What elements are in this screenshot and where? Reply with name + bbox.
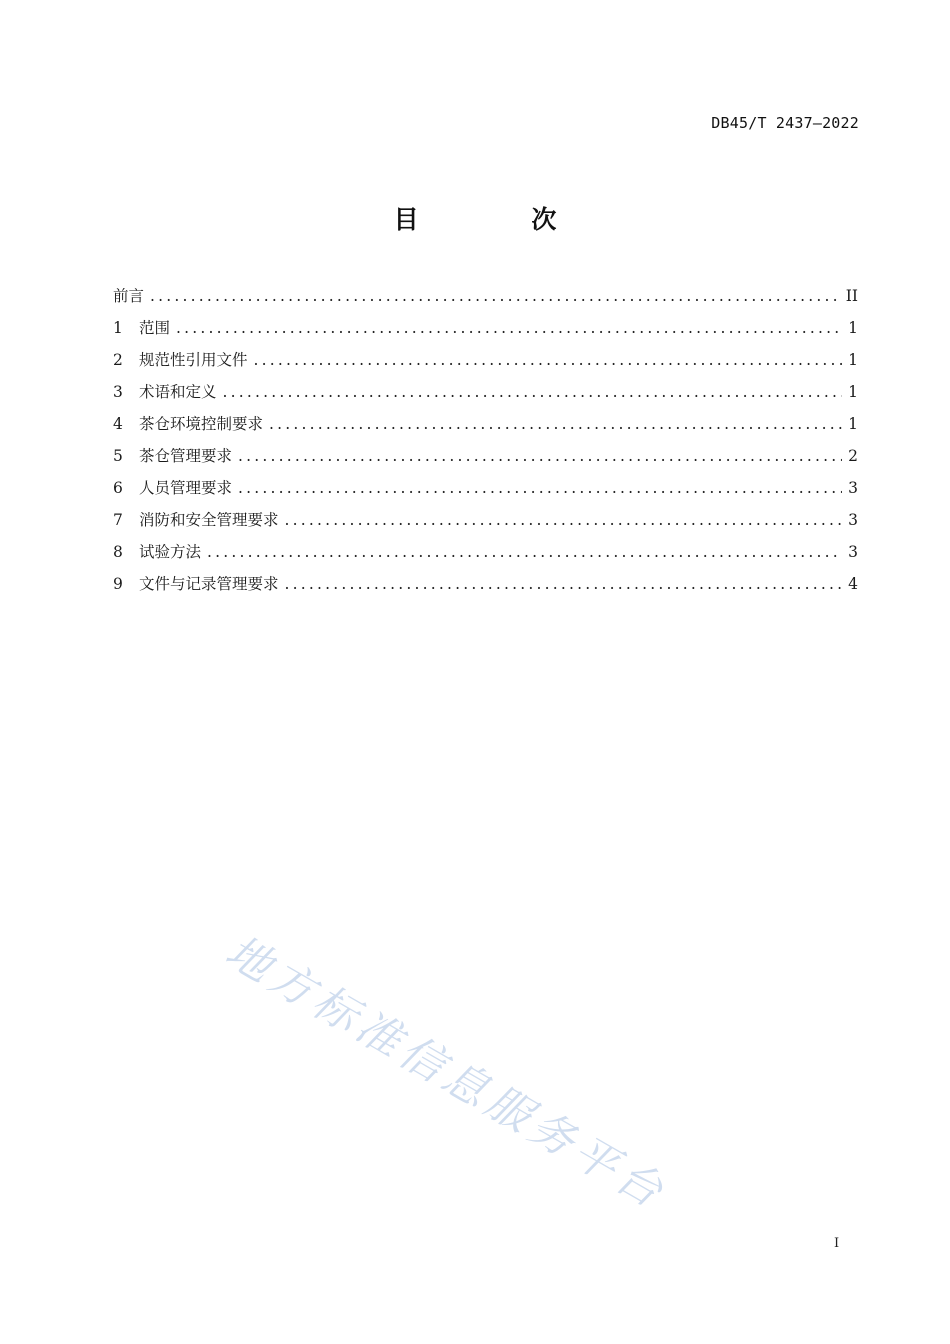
toc-entry-number: 3: [113, 383, 123, 401]
toc-entry-label: 试验方法: [139, 543, 202, 561]
toc-entry-test-methods[interactable]: [113, 540, 858, 572]
toc-dot-leader: [269, 415, 842, 433]
toc-entry-label: 文件与记录管理要求: [139, 575, 279, 593]
toc-entry-page: 2: [848, 447, 858, 465]
toc-entry-number: 8: [113, 543, 123, 561]
toc-entry-number: 1: [113, 319, 123, 337]
toc-entry-page: II: [845, 287, 858, 305]
toc-dot-leader: [207, 543, 842, 561]
toc-dot-leader: [238, 479, 842, 497]
toc-dot-leader: [150, 287, 840, 305]
toc-entry-foreword[interactable]: [113, 284, 858, 316]
toc-dot-leader: [285, 575, 842, 593]
toc-entry-number: 5: [113, 447, 123, 465]
toc-dot-leader: [254, 351, 842, 369]
toc-entry-label: 前言: [113, 287, 145, 305]
toc-entry-normative-references[interactable]: [113, 348, 858, 380]
toc-entry-personnel-management[interactable]: [113, 476, 858, 508]
toc-dot-leader: [223, 383, 842, 401]
toc-entry-terms-definitions[interactable]: [113, 380, 858, 412]
toc-entry-page: 1: [848, 351, 858, 369]
toc-entry-number: 2: [113, 351, 123, 369]
toc-entry-page: 4: [848, 575, 858, 593]
toc-entry-label: 规范性引用文件: [139, 351, 248, 369]
watermark: 地方标准信息服务平台: [217, 925, 676, 1220]
toc-entry-page: 1: [848, 415, 858, 433]
toc-entry-label: 范围: [139, 319, 171, 337]
toc-entry-number: 7: [113, 511, 123, 529]
toc-entry-page: 3: [848, 479, 858, 497]
toc-entry-number: 6: [113, 479, 123, 497]
toc-entry-label: 术语和定义: [139, 383, 217, 401]
toc-dot-leader: [238, 447, 842, 465]
page-number: I: [834, 1236, 840, 1251]
toc-list: [113, 284, 858, 604]
toc-entry-fire-safety[interactable]: [113, 508, 858, 540]
toc-title: 目 次: [393, 205, 609, 234]
document-code: DB45/T 2437—2022: [711, 114, 859, 132]
toc-entry-page: 1: [848, 319, 858, 337]
toc-entry-number: 4: [113, 415, 123, 433]
toc-entry-number: 9: [113, 575, 123, 593]
toc-entry-label: 茶仓环境控制要求: [139, 415, 264, 433]
toc-entry-label: 茶仓管理要求: [139, 447, 233, 465]
toc-entry-page: 3: [848, 511, 858, 529]
toc-entry-warehouse-management[interactable]: [113, 444, 858, 476]
toc-entry-page: 3: [848, 543, 858, 561]
toc-dot-leader: [285, 511, 842, 529]
toc-dot-leader: [176, 319, 842, 337]
toc-entry-page: 1: [848, 383, 858, 401]
toc-entry-environment-control[interactable]: [113, 412, 858, 444]
toc-entry-label: 人员管理要求: [139, 479, 233, 497]
toc-entry-documents-records[interactable]: [113, 572, 858, 604]
toc-entry-label: 消防和安全管理要求: [139, 511, 279, 529]
toc-entry-scope[interactable]: [113, 316, 858, 348]
